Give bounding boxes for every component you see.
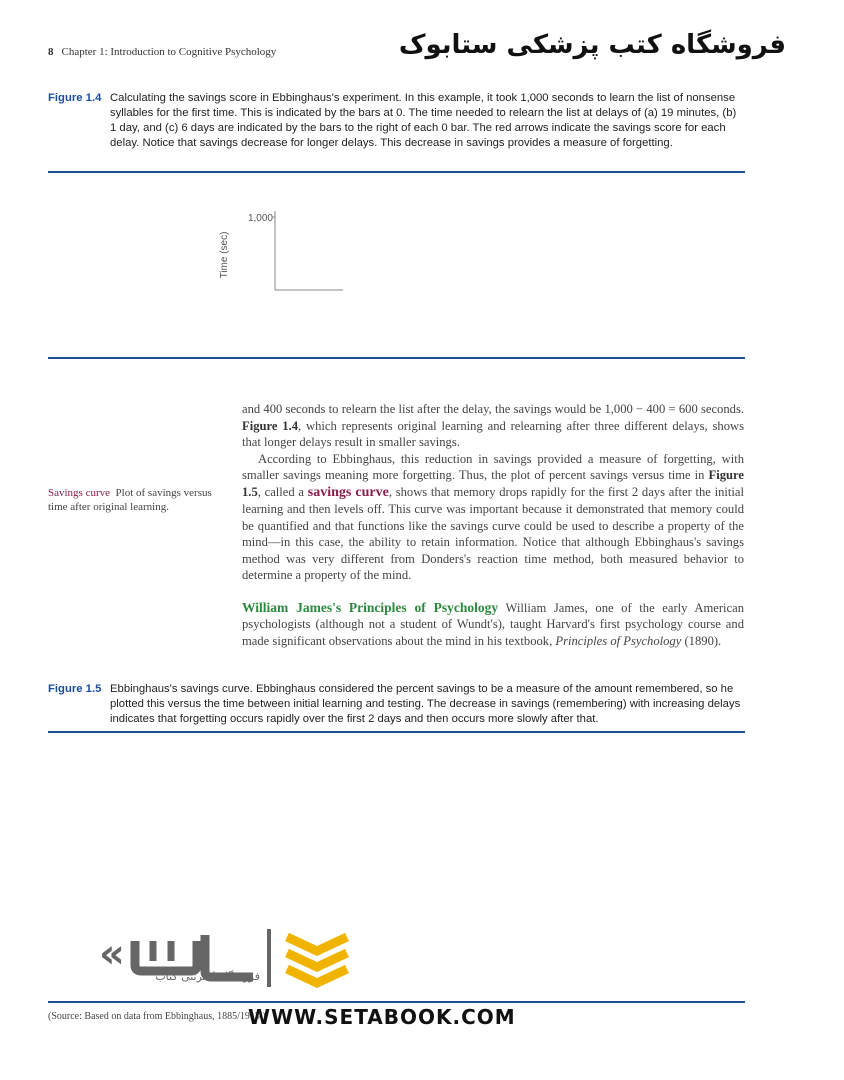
book-title: Principles of Psychology — [555, 633, 682, 648]
watermark-persian-text: فروشگاه اینترنتی کتاب — [155, 970, 260, 983]
paragraph-3-text: William James, one of the early American psychologists (although not a student of Wundt's), taught Harvard's first psychology course and made significant observations about the mind in his textbook, — [242, 600, 745, 648]
key-term-savings-curve: savings curve — [307, 484, 389, 500]
figure-1-4-chart — [215, 180, 595, 350]
running-head — [48, 46, 276, 58]
margin-note — [48, 486, 228, 514]
fig14-y-axis-label: Time (sec) — [219, 231, 230, 279]
figure-1-4-caption-text: Calculating the savings score in Ebbinghaus's experiment. In this example, it took 1,000 seconds to learn the list of nonsense syllables for the first time. This is indicated by the bars at 0. The time needed to relearn the list at delays of (a) 19 minutes, (b) 1 day, and (c) 6 days are indicated by the bars to the right of each 0 bar. The red arrows indicate the savings score for each delay. Notice that savings decrease for longer delays. This decrease in savings provides a measure of forgetting. — [110, 92, 737, 149]
watermark-url: WWW.SETABOOK.COM — [248, 1005, 516, 1029]
logo-wordmark-icon — [135, 941, 197, 971]
figure-1-4-ref: Figure 1.4 — [242, 418, 299, 433]
logo-chevrons-icon: « — [99, 931, 125, 977]
paragraph-1 — [242, 401, 744, 451]
paragraph-3-end: (1890). — [684, 633, 722, 648]
paragraph-1-rest: , which represents original learning and relearning after three different delays, shows that longer delays result in smaller savings. — [242, 418, 744, 449]
store-title: فروشگاه کتب پزشکی ستابوک — [398, 30, 786, 60]
figure-1-5-caption-text: Ebbinghaus's savings curve. Ebbinghaus considered the percent savings to be a measure of the amount remembered, so he plotted this versus the time between initial learning and testing. The decrease in savings (remembering) with increasing delays indicates that forgetting occurs rapidly over the first 2 days and then occurs more slowly after that. — [110, 683, 741, 725]
figure-1-4-bottom-rule — [48, 357, 745, 359]
figure-1-4-top-rule — [48, 171, 745, 173]
bottom-rule — [48, 1001, 745, 1003]
running-title: Chapter 1: Introduction to Cognitive Psychology — [61, 46, 277, 58]
section-heading: William James's Principles of Psychology — [242, 599, 499, 615]
figure-1-5-label: Figure 1.5 — [48, 683, 102, 695]
fig14-y-tick-label: 1,000 — [247, 213, 273, 224]
figure-1-4-caption — [48, 91, 744, 151]
paragraph-2 — [242, 451, 744, 584]
logo-book-icon — [287, 937, 347, 983]
setabook-logo — [95, 925, 365, 995]
figure-1-4-label: Figure 1.4 — [48, 92, 102, 104]
margin-note-definition: Plot of savings versus time after original learning. — [48, 487, 212, 513]
figure-source: (Source: Based on data from Ebbinghaus, 1885/1913.) — [48, 1011, 266, 1022]
margin-note-term: Savings curve — [48, 487, 111, 499]
figure-1-5-top-rule — [48, 731, 745, 733]
figure-1-5-ref: Figure 1.5 — [242, 468, 744, 499]
paragraph-3 — [242, 600, 744, 650]
paragraph-2-mid: , called a — [257, 484, 305, 499]
page-number: 8 — [48, 46, 54, 58]
paragraph-2-end: , shows that memory drops rapidly for the first 2 days after the initial learning and then levels off. This curve was important because it demonstrated that memory could be quantified and that functions like the savings curve could be used to describe a property of the mind—in this case, the ability to retain information. Notice that although Ebbinghaus's savings method was very different from Donders's reaction time method, both measured behavior to determine a property of the mind. — [242, 484, 744, 582]
body-text — [242, 401, 744, 649]
figure-1-5-caption — [48, 682, 744, 727]
paragraph-2-text: According to Ebbinghaus, this reduction in savings provided a measure of forgetting, with smaller savings meaning more forgetting. Thus, the plot of percent savings versus time in — [242, 451, 744, 482]
paragraph-1-text: and 400 seconds to relearn the list after the delay, the savings would be 1,000 − 400 = 600 seconds. — [242, 402, 744, 416]
